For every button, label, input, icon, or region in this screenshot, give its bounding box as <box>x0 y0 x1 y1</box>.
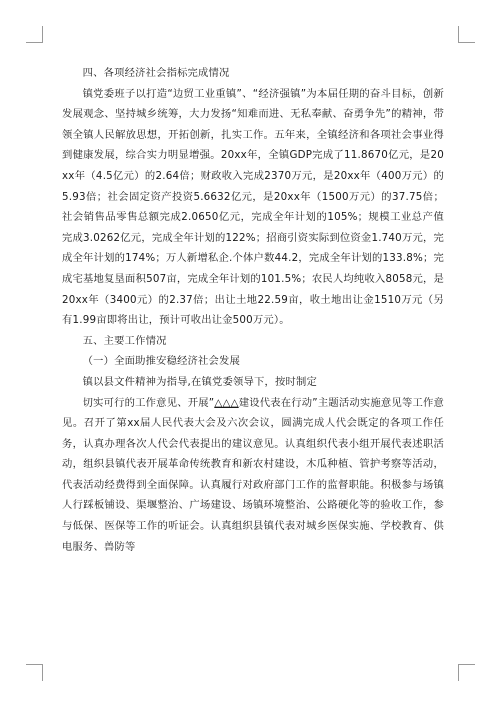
paragraph-work-details-start: 切实可行的工作意见、开展” <box>82 396 215 409</box>
section-heading-five: 五、主要工作情况 <box>82 334 167 347</box>
underlined-placeholder: △△△ <box>214 396 239 409</box>
paragraph-work-details-rest: 建设代表在行动”主题活动实施意见等工作意见。召开了第xx届人民代表大会及六次会议，圆满完成人代会既定的各项工作任务，认真办理各次人代会代表提出的建议意见。认真组织代表小组开展代表述职活动，组织县镇代表开展革命传统教育和新农村建设，木瓜种植、管护考察等活动，代表活动经费得到全面保障。认真履行对政府部门工作的监督职能。积极参与场镇人行踩板铺设、渠堰整治、广场建设、场镇环境整治、公路硬化等的验收工作，参与低保、医保等工作的听证会。认真组织县镇代表对城乡医保实施、学校教育、供电服务、兽防等 <box>62 396 444 553</box>
crop-mark-bottom-left <box>26 664 43 681</box>
section-heading-four: 四、各项经济社会指标完成情况 <box>82 67 230 79</box>
crop-mark-bottom-right <box>458 664 475 681</box>
document-body <box>62 63 444 557</box>
crop-mark-top-left <box>26 26 43 43</box>
paragraph-indicators: 镇党委班子以打造“边贸工业重镇”、“经济强镇”为本届任期的奋斗目标，创新发展观念、坚持城乡统筹，大力发扬“知难而进、无私奉献、奋勇争先”的精神，带领全镇人民解放思想，开拓创新，扎实工作。五年来，全镇经济和各项社会事业得到健康发展，综合实力明显增强。20xx年，全镇GDP完成了11.8670亿元，是20xx年（4.5亿元）的2.64倍；财政收入完成2370万元，是20xx年（400万元）的5.93倍；社会固定资产投资5.6632亿元，是20xx年（1500万元）的37.75倍；社会销售品零售总额完成2.0650亿元，完成全年计划的105%；规模工业总产值完成3.0262亿元，完成全年计划的122%；招商引资实际到位资金1.740万元，完成全年计划的174%；万人新增私企.个体户数44.2，完成全年计划的133.8%；完成宅基地复垦面积507亩，完成全年计划的101.5%；农民人均纯收入8058元，是20xx年（3400元）的2.37倍；出让土地22.59亩，收土地出让金1510万元（另有1.99亩即将出让，预计可收出让金500万元）。 <box>62 87 444 327</box>
paragraph-work-details <box>62 393 444 558</box>
paragraph-guidance: 镇以县文件精神为指导,在镇党委领导下，按时制定 <box>82 375 317 388</box>
subsection-heading-one: （一）全面助推安稳经济社会发展 <box>82 355 241 368</box>
crop-mark-top-right <box>458 26 475 43</box>
